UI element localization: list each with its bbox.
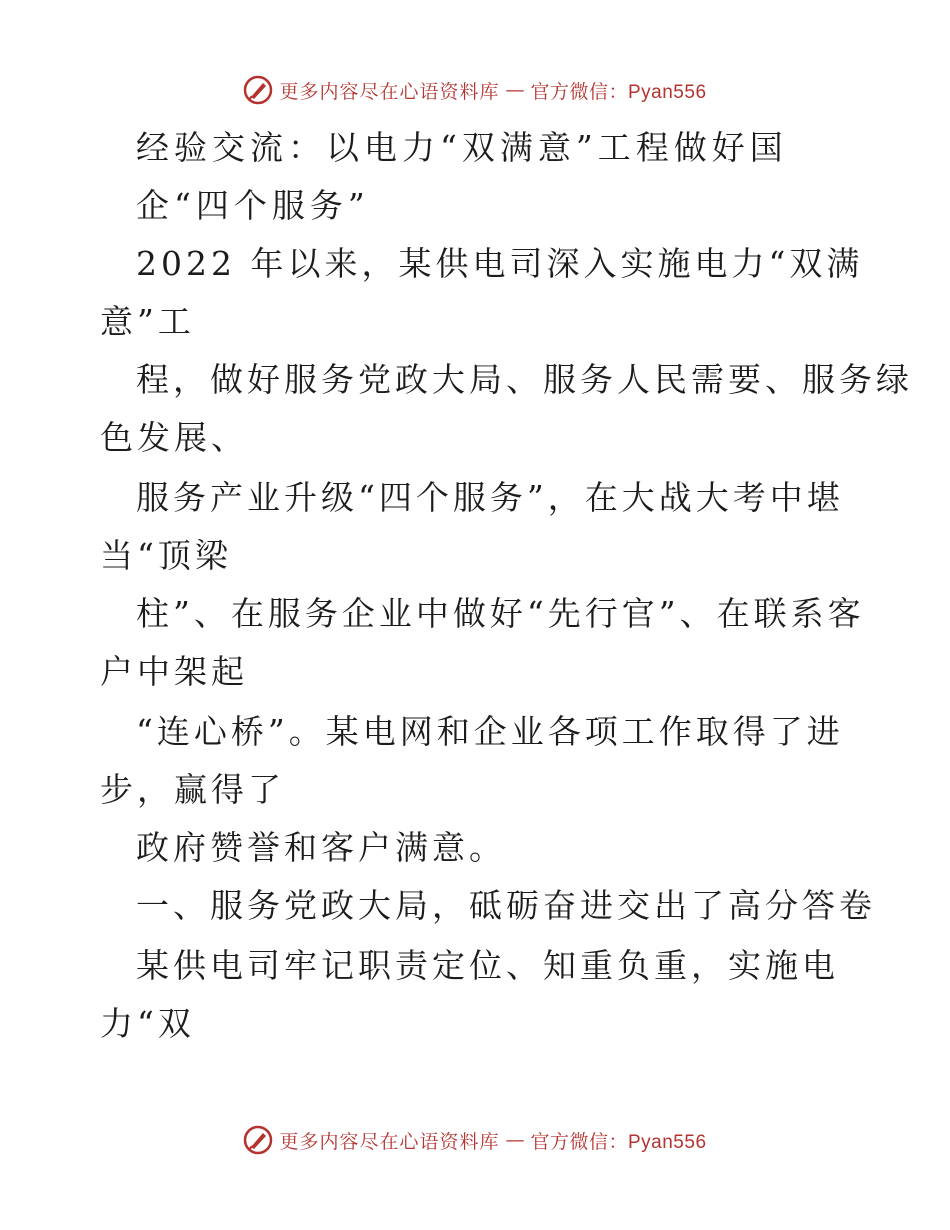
paragraph-line: 意”工	[100, 302, 195, 341]
banner-contact: 官方微信：Pyan556	[530, 81, 707, 103]
paragraph-line: 政府赞誉和客户满意。	[136, 828, 506, 867]
paragraph-line: 2022 年以来，某供电司深入实施电力“双满	[136, 244, 864, 283]
paragraph-line: 当“顶梁	[100, 536, 232, 575]
banner-separator: —	[505, 79, 525, 101]
section-heading: 一、服务党政大局，砥砺奋进交出了高分答卷	[136, 886, 876, 925]
paragraph-line: 程，做好服务党政大局、服务人民需要、服务绿	[136, 360, 913, 399]
paragraph-line: 服务产业升级“四个服务”，在大战大考中堪	[136, 478, 844, 517]
doc-title-line-1: 经验交流：以电力“双满意”工程做好国	[136, 128, 788, 167]
doc-title-line-2: 企“四个服务”	[136, 186, 370, 225]
paragraph-line: 色发展、	[100, 418, 248, 457]
quill-logo-icon	[243, 1125, 273, 1155]
banner-contact: 官方微信：Pyan556	[530, 1131, 707, 1153]
quill-logo-icon	[243, 75, 273, 105]
banner-title: 更多内容尽在心语资料库	[279, 80, 500, 103]
paragraph-line: 户中架起	[100, 652, 248, 691]
paragraph-line: 力“双	[100, 1004, 195, 1043]
paragraph-line: “连心桥”。某电网和企业各项工作取得了进	[136, 712, 844, 751]
banner-title: 更多内容尽在心语资料库	[279, 1130, 500, 1153]
paragraph-line: 某供电司牢记职责定位、知重负重，实施电	[136, 946, 839, 985]
banner-separator: —	[505, 1129, 525, 1151]
header-banner	[0, 70, 950, 110]
paragraph-line: 柱”、在服务企业中做好“先行官”、在联系客	[136, 594, 865, 633]
paragraph-line: 步，赢得了	[100, 770, 285, 809]
footer-banner	[0, 1120, 950, 1160]
